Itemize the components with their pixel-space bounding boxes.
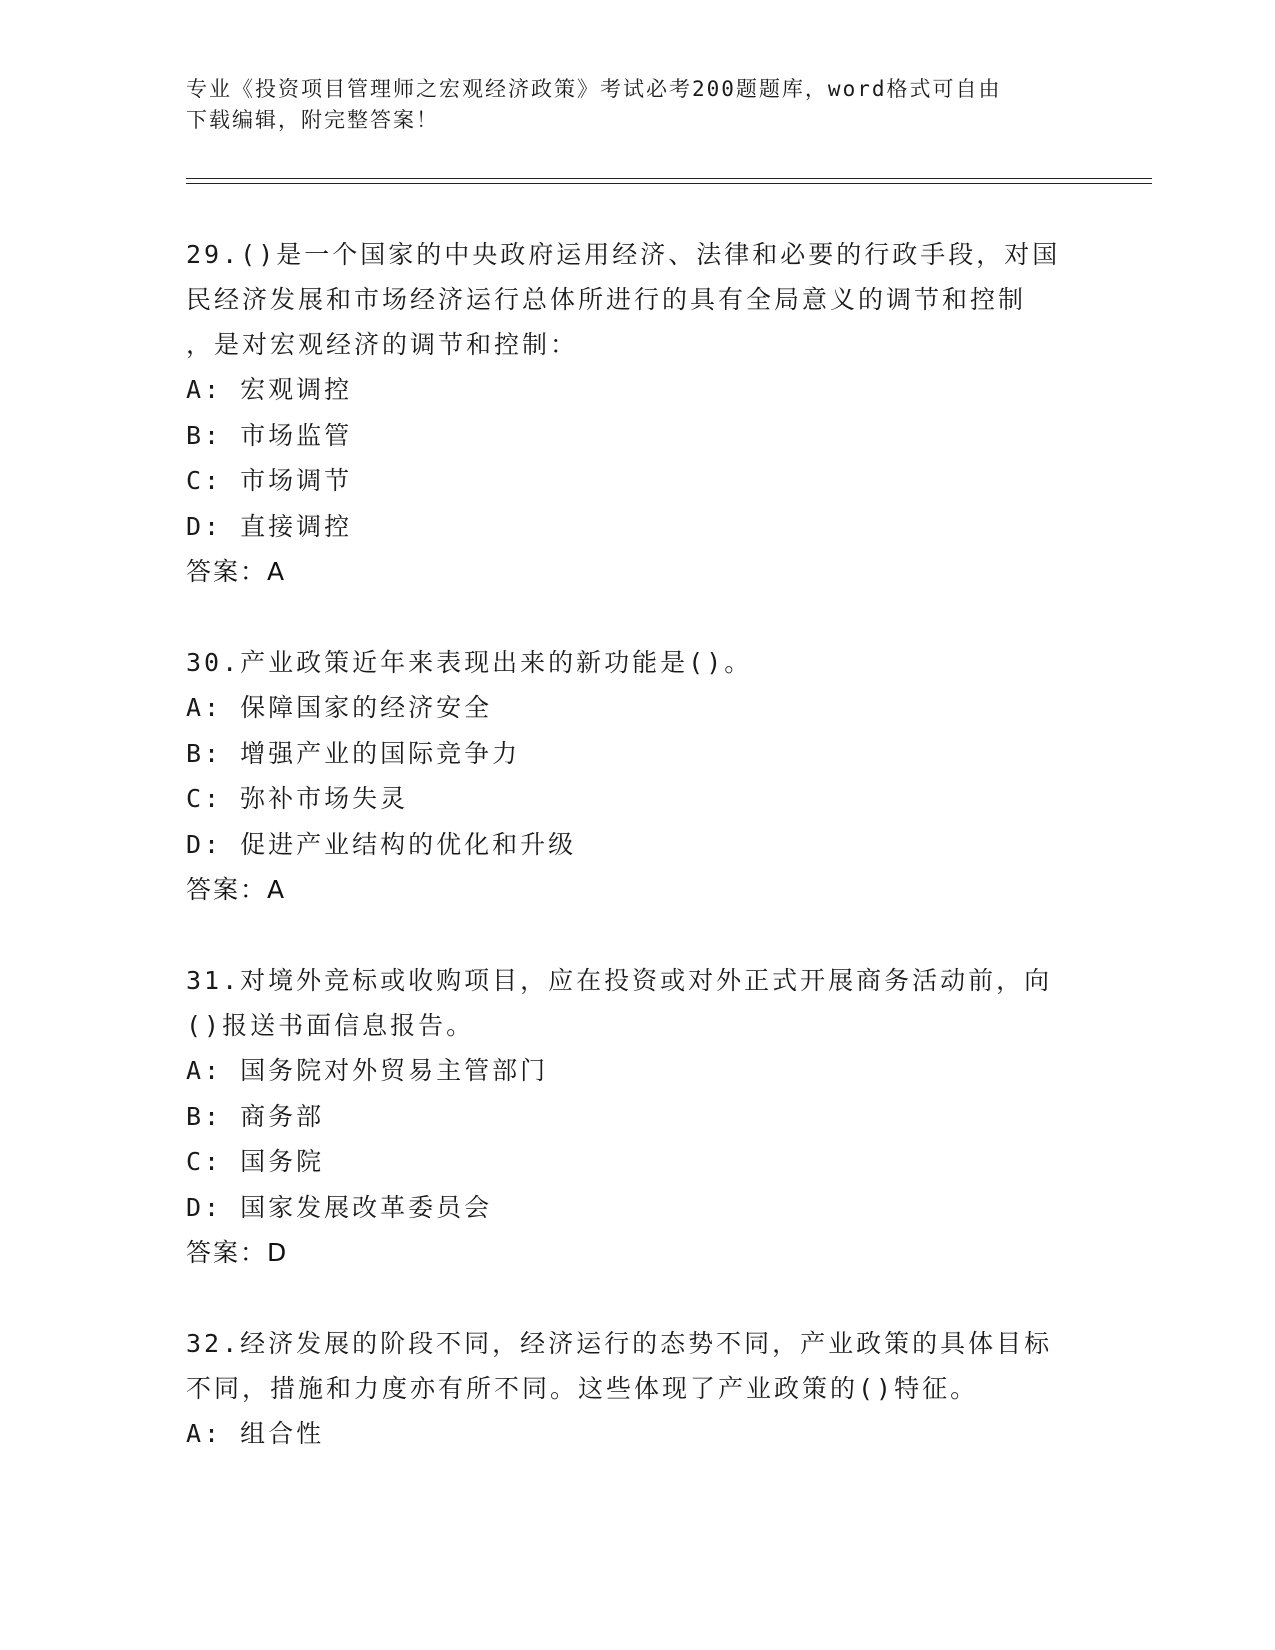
question-text-line: 31.对境外竞标或收购项目，应在投资或对外正式开展商务活动前，向 xyxy=(186,966,1053,995)
option-d: D: 国家发展改革委员会 xyxy=(186,1192,493,1222)
question-31 xyxy=(186,958,1086,1275)
question-text-line: 民经济发展和市场经济运行总体所进行的具有全局意义的调节和控制 xyxy=(186,285,1027,314)
option-d: D: 促进产业结构的优化和升级 xyxy=(186,829,577,859)
question-text-line: 不同，措施和力度亦有所不同。这些体现了产业政策的()特征。 xyxy=(186,1374,979,1403)
question-text-line: ，是对宏观经济的调节和控制： xyxy=(186,330,579,359)
question-text-line: 29.()是一个国家的中央政府运用经济、法律和必要的行政手段，对国 xyxy=(186,240,1061,269)
header-divider-bottom xyxy=(186,183,1152,184)
question-text-line: ()报送书面信息报告。 xyxy=(186,1011,475,1040)
option-c: C: 弥补市场失灵 xyxy=(186,784,409,813)
document-header xyxy=(186,74,1066,136)
header-divider-top xyxy=(186,178,1152,179)
question-text-line: 32.经济发展的阶段不同，经济运行的态势不同，产业政策的具体目标 xyxy=(186,1329,1053,1358)
option-b: B: 商务部 xyxy=(186,1101,325,1131)
option-d: D: 直接调控 xyxy=(186,511,353,541)
question-29 xyxy=(186,232,1086,594)
option-a: A: 组合性 xyxy=(186,1419,325,1448)
header-line-2: 下载编辑，附完整答案！ xyxy=(186,108,439,132)
option-a: A: 保障国家的经济安全 xyxy=(186,693,493,722)
option-c: C: 国务院 xyxy=(186,1147,325,1176)
header-line-1: 专业《投资项目管理师之宏观经济政策》考试必考200题题库，word格式可自由 xyxy=(186,77,1002,101)
answer-label: 答案：A xyxy=(186,875,287,904)
answer-label: 答案：A xyxy=(186,557,287,586)
question-32 xyxy=(186,1321,1086,1457)
option-a: A: 国务院对外贸易主管部门 xyxy=(186,1056,549,1085)
option-b: B: 增强产业的国际竞争力 xyxy=(186,738,521,768)
question-list xyxy=(186,232,1086,1503)
answer-label: 答案：D xyxy=(186,1238,289,1267)
option-a: A: 宏观调控 xyxy=(186,375,353,404)
option-c: C: 市场调节 xyxy=(186,466,353,495)
question-text-line: 30.产业政策近年来表现出来的新功能是()。 xyxy=(186,648,753,677)
question-30 xyxy=(186,640,1086,912)
option-b: B: 市场监管 xyxy=(186,420,353,450)
